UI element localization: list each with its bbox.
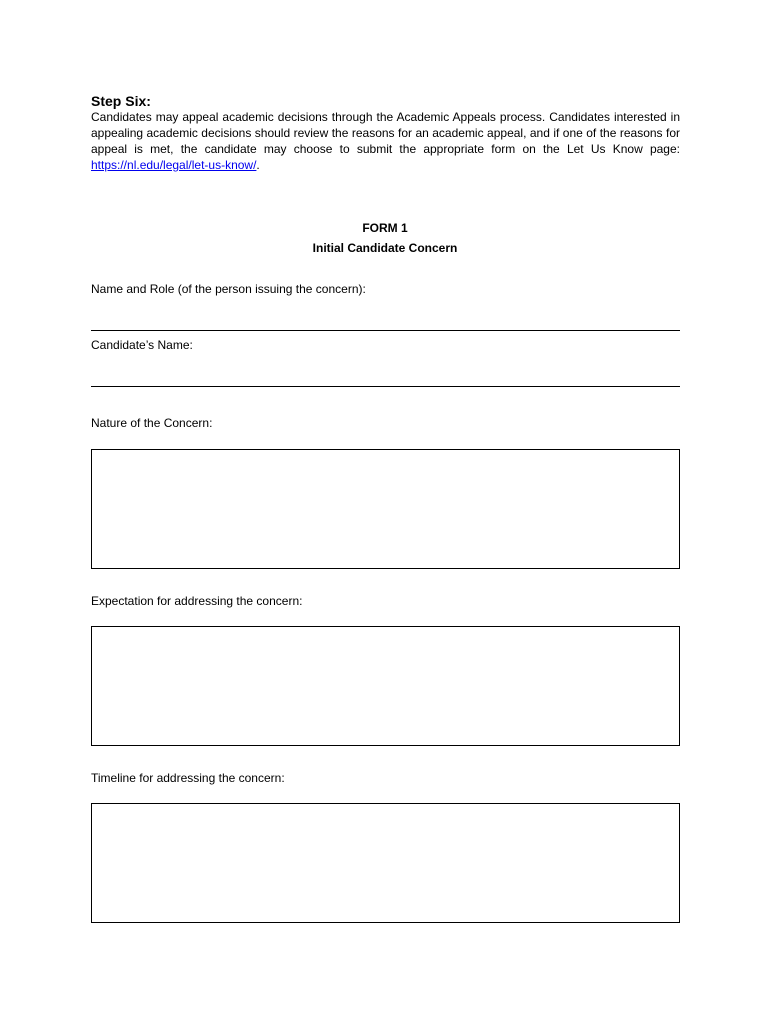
expectation-box[interactable] xyxy=(91,626,680,746)
form-title: Initial Candidate Concern xyxy=(312,241,458,255)
intro-text-end: . xyxy=(256,158,260,172)
intro-text: Candidates may appeal academic decisions through the Academic Appeals process. Candidates interested in appealing academic decisions should review the reasons for an academic appeal, and if one of the reasons for appeal is met, the candidate may choose to submit the appropriate form on the Let Us Know page: xyxy=(91,110,680,156)
candidate-name-label: Candidate’s Name: xyxy=(91,338,193,352)
form-number: FORM 1 xyxy=(362,221,408,235)
step-heading: Step Six: xyxy=(91,93,151,109)
expectation-label: Expectation for addressing the concern: xyxy=(91,594,303,608)
name-role-field[interactable] xyxy=(91,330,680,331)
name-role-label: Name and Role (of the person issuing the concern): xyxy=(91,282,366,296)
timeline-label: Timeline for addressing the concern: xyxy=(91,771,285,785)
nature-of-concern-label: Nature of the Concern: xyxy=(91,416,213,430)
intro-paragraph xyxy=(91,109,680,173)
timeline-box[interactable] xyxy=(91,803,680,923)
candidate-name-field[interactable] xyxy=(91,386,680,387)
nature-of-concern-box[interactable] xyxy=(91,449,680,569)
let-us-know-link[interactable]: https://nl.edu/legal/let-us-know/ xyxy=(91,158,257,172)
